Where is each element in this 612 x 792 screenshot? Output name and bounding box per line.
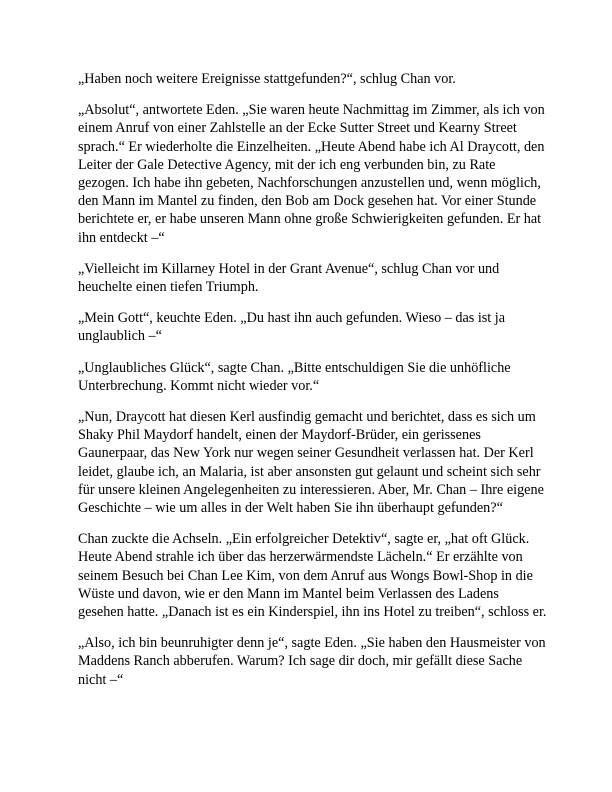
paragraph-7: Chan zuckte die Achseln. „Ein erfolgreicher Detektiv“, sagte er, „hat oft Glück. Heute Abend strahle ich über das herzerwärmendste Lächeln.“ Er erzählte von seinem Besuch bei Chan Lee Kim, von dem Anruf aus Wongs Bowl-Shop in die Wüste und davon, wie er den Mann im Mantel beim Verlassen des Ladens gesehen hatte. „Danach ist es ein Kinderspiel, ihn ins Hotel zu treiben“, schloss er. bbox=[78, 531, 547, 621]
paragraph-8: „Also, ich bin beunruhigter denn je“, sagte Eden. „Sie haben den Hausmeister von Maddens Ranch abberufen. Warum? Ich sage dir doch, mir gefällt diese Sache nicht –“ bbox=[78, 635, 546, 688]
document-page bbox=[78, 70, 548, 702]
paragraph-3: „Vielleicht im Killarney Hotel in der Grant Avenue“, schlug Chan vor und heuchelte einen tiefen Triumph. bbox=[78, 260, 500, 296]
paragraph-6: „Nun, Draycott hat diesen Kerl ausfindig gemacht und berichtet, dass es sich um Shaky Phil Maydorf handelt, einen der Maydorf-Brüder, ein gerissenes Gaunerpaar, das New York nur wegen seiner Gesundheit verlassen hat. Der Kerl leidet, glaube ich, an Malaria, ist aber ansonsten gut gelaunt und scheint sich sehr für unsere kleinen Angelegenheiten zu interessieren. Aber, Mr. Chan – Ihre eigene Geschichte – wie um alles in der Welt haben Sie ihn überhaupt gefunden?“ bbox=[78, 409, 544, 517]
paragraph-2: „Absolut“, antwortete Eden. „Sie waren heute Nachmittag im Zimmer, als ich von einem Anruf von einer Zahlstelle an der Ecke Sutter Street und Kearny Street sprach.“ Er wiederholte die Einzelheiten. „Heute Abend habe ich Al Draycott, den Leiter der Gale Detective Agency, mit der ich eng verbunden bin, zu Rate gezogen. Ich habe ihn gebeten, Nachforschungen anzustellen und, wenn möglich, den Mann im Mantel zu finden, den Bob am Dock gesehen hat. Vor einer Stunde berichtete er, er habe unseren Mann ohne große Schwierigkeiten gefunden. Er hat ihn entdeckt –“ bbox=[78, 102, 545, 246]
paragraph-4: „Mein Gott“, keuchte Eden. „Du hast ihn auch gefunden. Wieso – das ist ja unglaublich –“ bbox=[78, 310, 506, 345]
paragraph-5: „Unglaubliches Glück“, sagte Chan. „Bitte entschuldigen Sie die unhöfliche Unterbrechung. Kommt nicht wieder vor.“ bbox=[78, 359, 511, 394]
paragraph-1: „Haben noch weitere Ereignisse stattgefunden?“, schlug Chan vor. bbox=[78, 71, 456, 87]
